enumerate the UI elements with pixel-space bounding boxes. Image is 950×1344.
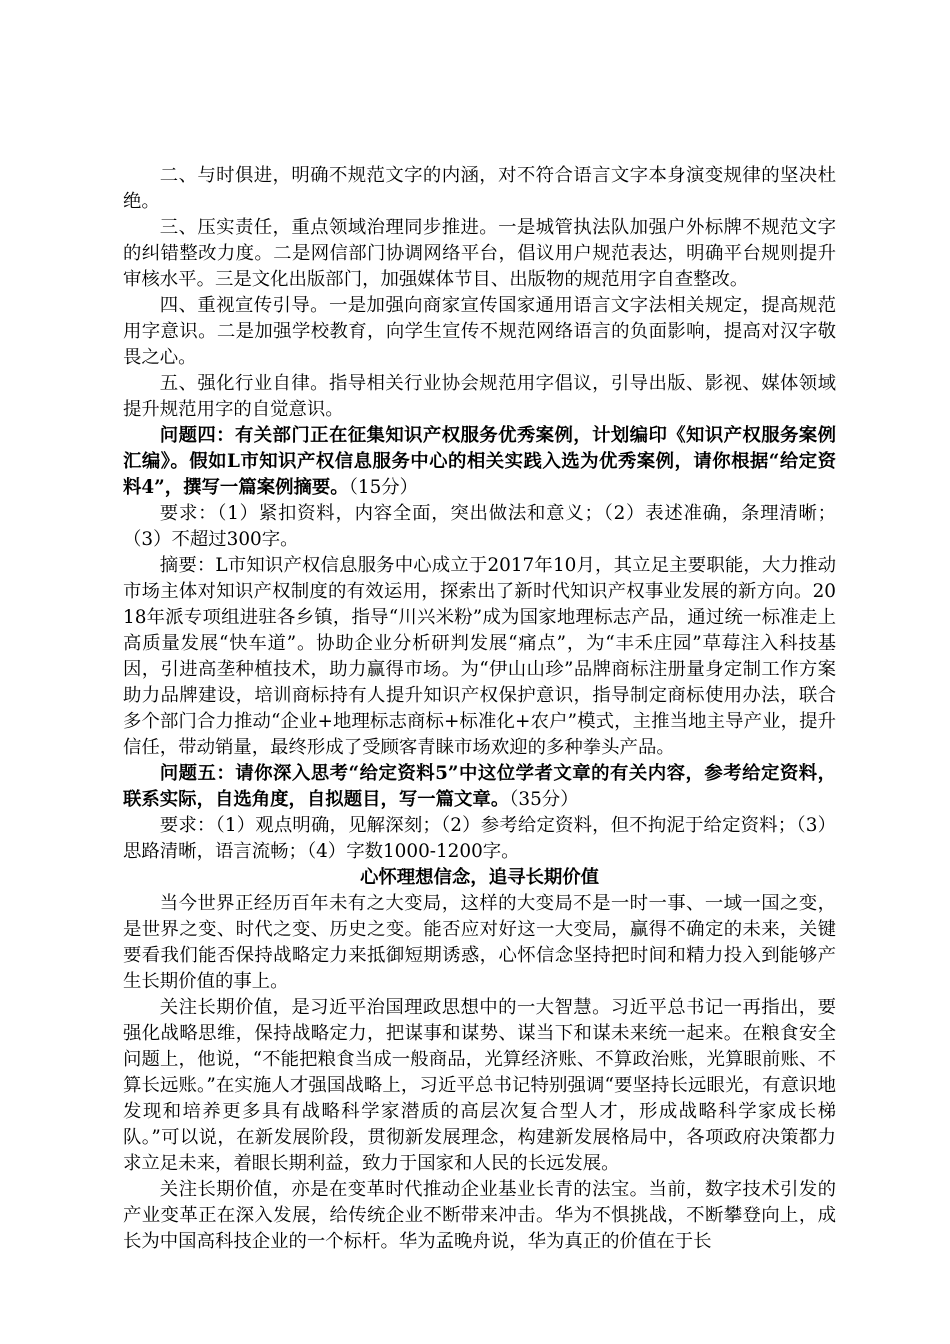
document-page xyxy=(123,163,836,1255)
paragraph-text: 四、重视宣传引导。一是加强向商家宣传国家通用语言文字法相关规定，提高规范用字意识。二是加强学校教育，向学生宣传不规范网络语言的负面影响，提高对汉字敬畏之心。 xyxy=(123,295,836,368)
paragraph-2 xyxy=(123,163,836,215)
question-5 xyxy=(123,761,836,813)
question-5-prompt: 问题五：请你深入思考“给定资料5”中这位学者文章的有关内容，参考给定资料，联系实际，自选角度，自拟题目，写一篇文章。 xyxy=(123,763,836,810)
paragraph-text: 五、强化行业自律。指导相关行业协会规范用字倡议，引导出版、影视、媒体领域提升规范用字的自觉意识。 xyxy=(123,373,836,420)
essay-paragraph: 当今世界正经历百年未有之大变局，这样的大变局不是一时一事、一域一国之变，是世界之变、时代之变、历史之变。能否应对好这一大变局，赢得不确定的未来，关键要看我们能否保持战略定力来抵御短期诱惑，心怀信念坚持把时间和精力投入到能够产生长期价值的事上。 xyxy=(123,893,836,992)
paragraph-text: 要求：（1）紧扣资料，内容全面，突出做法和意义；（2）表述准确，条理清晰；（3）不超过300字。 xyxy=(123,503,836,550)
essay-paragraph: 关注长期价值，是习近平治国理政思想中的一大智慧。习近平总书记一再指出，要强化战略思维，保持战略定力，把谋事和谋势、谋当下和谋未来统一起来。在粮食安全问题上，他说，“不能把粮食当成一般商品，光算经济账、不算政治账，光算眼前账、不算长远账。”在实施人才强国战略上，习近平总书记特别强调“要坚持长远眼光，有意识地发现和培养更多具有战略科学家潜质的高层次复合型人才，形成战略科学家成长梯队。”可以说，在新发展阶段，贯彻新发展理念，构建新发展格局中，各项政府决策都力求立足未来，着眼长期利益，致力于国家和人民的长远发展。 xyxy=(123,997,836,1174)
essay-paragraph: 关注长期价值，亦是在变革时代推动企业基业长青的法宝。当前，数字技术引发的产业变革正在深入发展，给传统企业不断带来冲击。华为不惧挑战，不断攀登向上，成长为中国高科技企业的一个标杆。华为孟晚舟说，华为真正的价值在于长 xyxy=(123,1179,836,1252)
essay-title: 心怀理想信念，追寻长期价值 xyxy=(359,867,600,888)
question-4 xyxy=(123,423,836,501)
question-4-prompt: 问题四：有关部门正在征集知识产权服务优秀案例，计划编印《知识产权服务案例汇编》。假如L市知识产权信息服务中心的相关实践入选为优秀案例，请你根据“给定资料4”，撰写一篇案例摘要。 xyxy=(123,425,836,498)
question-4-answer-summary xyxy=(123,553,836,761)
question-4-requirements xyxy=(123,501,836,553)
question-4-points: （15分） xyxy=(348,477,419,498)
question-5-points: （35分） xyxy=(509,789,579,810)
paragraph-text: 摘要：L市知识产权信息服务中心成立于2017年10月，其立足主要职能，大力推动市场主体对知识产权制度的有效运用，探索出了新时代知识产权事业发展的新方向。2018年派专项组进驻各乡镇，指导“川兴米粉”成为国家地理标志产品，通过统一标准走上高质量发展“快车道”。协助企业分析研判发展“痛点”，为“丰禾庄园”草莓注入科技基因，引进高垄种植技术，助力赢得市场。为“伊山山珍”品牌商标注册量身定制工作方案助力品牌建设，培训商标持有人提升知识产权保护意识，指导制定商标使用办法，联合多个部门合力推动“企业+地理标志商标+标准化+农户”模式，主推当地主导产业，提升信任，带动销量，最终形成了受顾客青睐市场欢迎的多种拳头产品。 xyxy=(123,555,836,758)
paragraph-text: 二、与时俱进，明确不规范文字的内涵，对不符合语言文字本身演变规律的坚决杜绝。 xyxy=(123,165,836,212)
paragraph-4 xyxy=(123,293,836,371)
paragraph-text: 三、压实责任，重点领域治理同步推进。一是城管执法队加强户外标牌不规范文字的纠错整改力度。二是网信部门协调网络平台，倡议用户规范表达，明确平台规则提升审核水平。三是文化出版部门，加强媒体节目、出版物的规范用字自查整改。 xyxy=(123,217,836,290)
paragraph-text: 要求：（1）观点明确，见解深刻；（2）参考给定资料，但不拘泥于给定资料；（3）思路清晰，语言流畅；（4）字数1000-1200字。 xyxy=(123,815,836,862)
paragraph-3 xyxy=(123,215,836,293)
question-5-requirements xyxy=(123,813,836,865)
paragraph-5 xyxy=(123,371,836,423)
